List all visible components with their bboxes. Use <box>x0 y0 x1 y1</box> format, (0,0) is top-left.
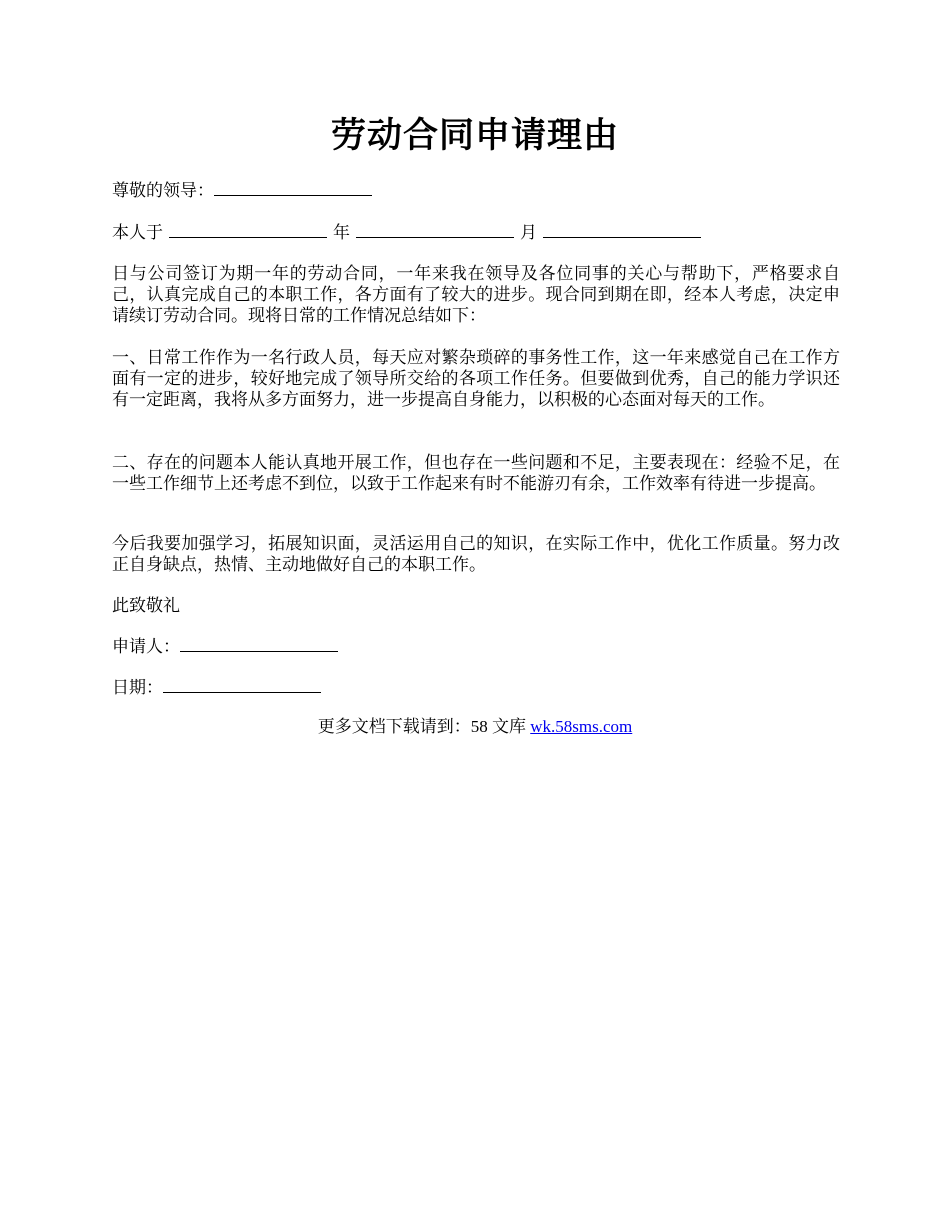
applicant-name-blank[interactable] <box>180 636 338 652</box>
body-paragraph-daily-work: 一、日常工作作为一名行政人员，每天应对繁杂琐碎的事务性工作，这一年来感觉自己在工作方面有一定的进步，较好地完成了领导所交给的各项工作任务。但要做到优秀，自己的能力学识还有一定距离，我将从多方面努力，进一步提高自身能力，以积极的心态面对每天的工作。 <box>112 348 840 409</box>
footer-text: 更多文档下载请到：58 文库 <box>317 717 526 736</box>
download-footer <box>0 716 950 737</box>
applicant-line <box>112 636 840 657</box>
signing-year-blank[interactable] <box>169 222 327 238</box>
leader-name-blank[interactable] <box>214 180 372 196</box>
body-paragraph-intro: 日与公司签订为期一年的劳动合同，一年来我在领导及各位同事的关心与帮助下，严格要求自己，认真完成自己的本职工作，各方面有了较大的进步。现合同到期在即，经本人考虑，决定申请续订劳动合同。现将日常的工作情况总结如下： <box>112 264 840 325</box>
salutation-line <box>112 180 840 201</box>
salutation-text: 尊敬的领导： <box>112 181 214 200</box>
month-label: 月 <box>520 223 537 242</box>
applicant-label: 申请人： <box>112 637 180 656</box>
closing-line: 此致敬礼 <box>112 596 180 615</box>
date-line <box>112 677 840 698</box>
body-paragraph-problems: 二、存在的问题本人能认真地开展工作，但也存在一些问题和不足，主要表现在：经验不足，在一些工作细节上还考虑不到位，以致于工作起来有时不能游刃有余，工作效率有待进一步提高。 <box>112 453 840 493</box>
year-label: 年 <box>333 223 350 242</box>
footer-link[interactable]: wk.58sms.com <box>530 717 633 736</box>
date-label: 日期： <box>112 678 163 697</box>
signing-month-blank[interactable] <box>356 222 514 238</box>
document-title: 劳动合同申请理由 <box>330 116 619 155</box>
contract-date-line <box>112 222 840 243</box>
body-paragraph-future: 今后我要加强学习，拓展知识面，灵活运用自己的知识，在实际工作中，优化工作质量。努力改正自身缺点，热情、主动地做好自己的本职工作。 <box>112 534 840 574</box>
date-blank[interactable] <box>163 677 321 693</box>
date-prefix-text: 本人于 <box>112 223 163 242</box>
signing-day-blank[interactable] <box>543 222 701 238</box>
